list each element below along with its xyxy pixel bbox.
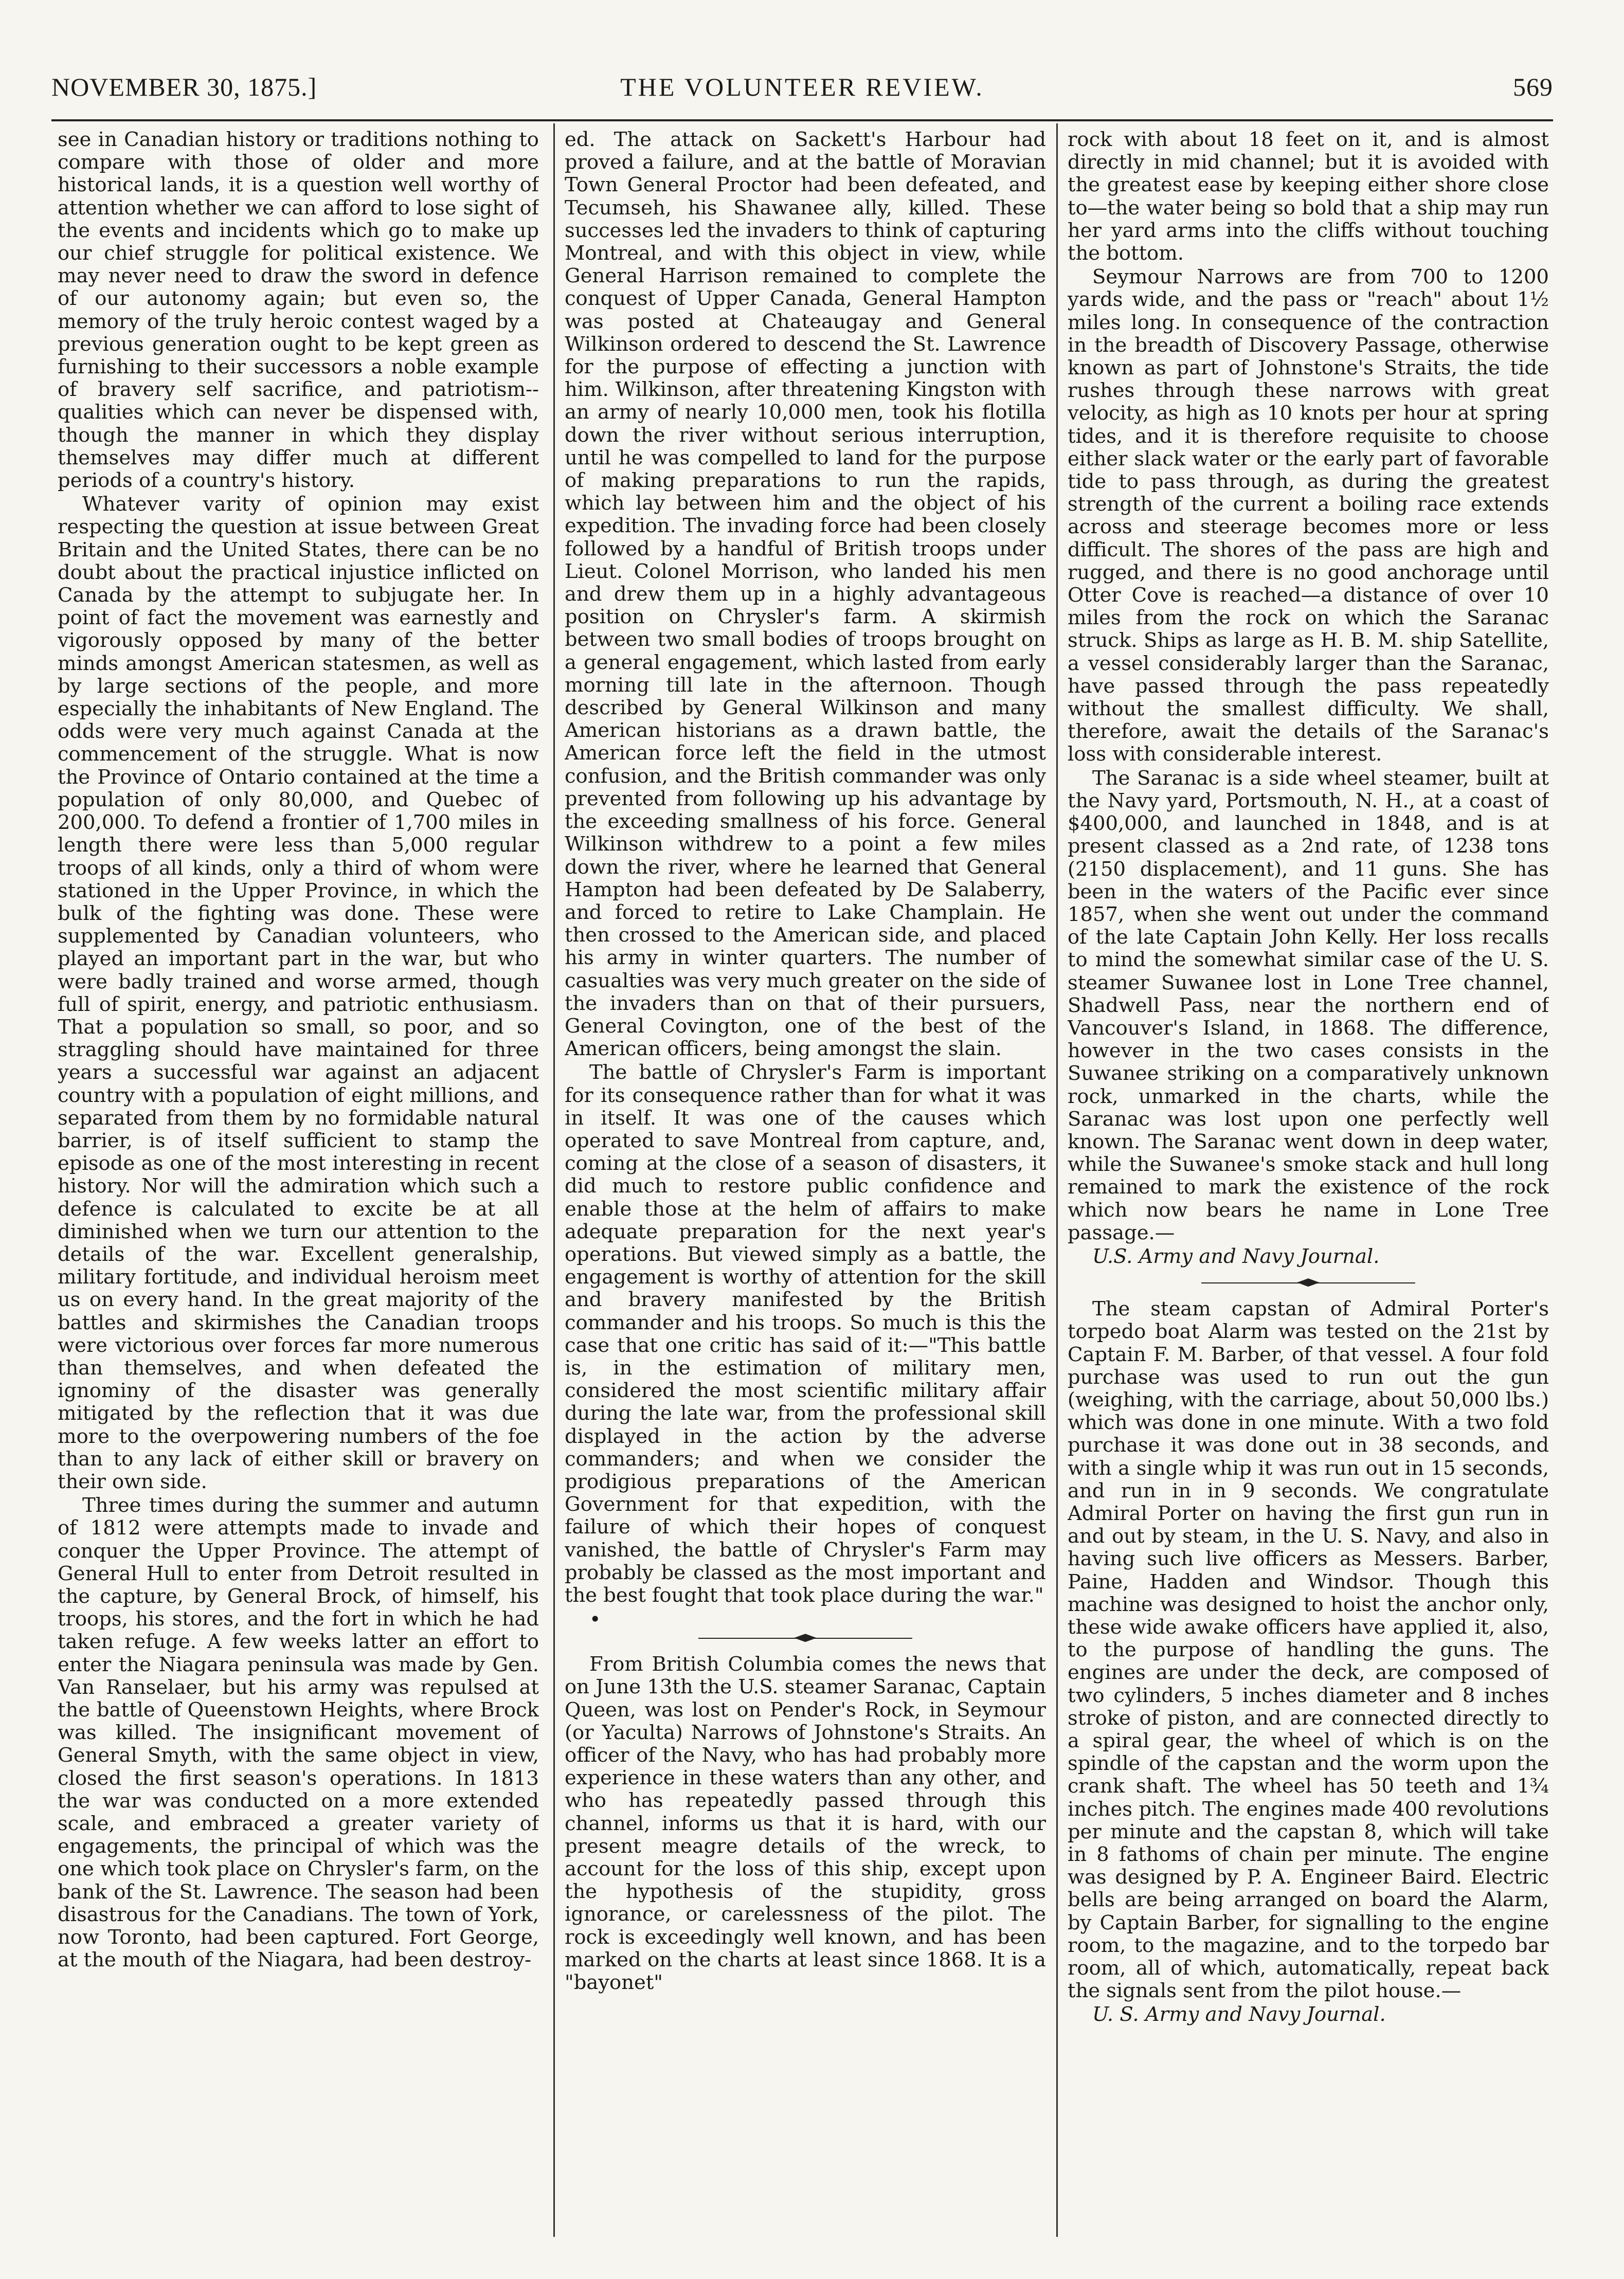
issue-date: NOVEMBER 30, 1875.]: [51, 73, 317, 101]
section-separator: [565, 1623, 1046, 1653]
article-paragraph: ed. The attack on Sackett's Harbour had proved a failure, and at the battle of Moravian Town General Proctor had been defeated, and Tecumseh, his Shawanee ally, killed. These successes led the invaders to think of capturing Montreal, and with this object in view, while General Harrison remained to complete the conquest of Upper Canada, General Hampton was posted at Chateaugay and General Wilkinson ordered to descend the St. Lawrence for the purpose of effecting a junction with him. Wilkinson, after threatening Kingston with an army of nearly 10,000 men, took his flotilla down the river without serious interruption, until he was compelled to land for the purpose of making preparations to run the rapids, which lay between him and the object of his expedition. The invading force had been closely followed by a handful of British troops under Lieut. Colonel Morrison, who landed his men and drew them up in a highly advantageous position on Chrysler's farm. A skirmish between two small bodies of troops brought on a general engagement, which lasted from early morning till late in the afternoon. Though described by General Wilkinson and many American historians as a drawn battle, the American force left the field in the utmost confusion, and the British commander was only prevented from following up his advantage by the exceeding smallness of his force. General Wilkinson withdrew to a point a few miles down the river, where he learned that General Hampton had been defeated by De Salaberry, and forced to retire to Lake Champlain. He then crossed to the American side, and placed his army in winter quarters. The number of casualties was very much greater on the side of the invaders than on that of their pursuers, General Covington, one of the best of the American officers, being amongst the slain.: [565, 129, 1046, 1061]
article-paragraph: see in Canadian history or traditions nothing to compare with those of older and more historical lands, it is a question well worthy of attention whether we can afford to lose sight of the events and incidents which go to make up our chief struggle for political existence. We may never need to draw the sword in defence of our autonomy again; but even so, the memory of the truly heroic contest waged by a previous generation ought to be kept green as furnishing to their successors a noble example of bravery self sacrifice, and patriotism--qualities which can never be dispensed with, though the manner in which they display themselves may differ much at different periods of a country's history.: [58, 129, 539, 493]
column-2: [565, 129, 1046, 2257]
column-divider-1: [553, 123, 555, 2237]
column-divider-2: [1056, 123, 1058, 2237]
column-1: [58, 129, 539, 2257]
publication-title: THE VOLUNTEER REVIEW.: [620, 73, 984, 101]
section-bullet: •: [589, 1608, 601, 1631]
article-paragraph: rock with about 18 feet on it, and is almost directly in mid channel; but it is avoided with the greatest ease by keeping either shore close to—the water being so bold that a ship may run her yard arms into the cliffs without touching the bottom.: [1068, 129, 1549, 265]
article-paragraph: From British Columbia comes the news that on June 13th the U.S. steamer Saranac, Captain Queen, was lost on Pender's Rock, in Seymour (or Yaculta) Narrows of Johnstone's Straits. An officer of the Navy, who has had probably more experience in these waters than any other, and who has repeatedly passed through this channel, informs us that it is hard, with our present meagre details of the wreck, to account for the loss of this ship, except upon the hypothesis of the stupidity, gross ignorance, or carelessness of the pilot. The rock is exceedingly well known, and has been marked on the charts at least since 1868. It is a "bayonet": [565, 1653, 1046, 1995]
article-paragraph: The Saranac is a side wheel steamer, built at the Navy yard, Portsmouth, N. H., at a coast of $400,000, and launched in 1848, and is at present classed as a 2nd rate, of 1238 tons (2150 displacement), and 11 guns. She has been in the waters of the Pacific ever since 1857, when she went out under the command of the late Captain John Kelly. Her loss recalls to mind the somewhat similar case of the U. S. steamer Suwanee lost in Lone Tree channel, Shadwell Pass, near the northern end of Vancouver's Island, in 1868. The difference, however in the two cases consists in the Suwanee striking on a comparatively unknown rock, unmarked in the charts, while the Saranac was lost upon one perfectly well known. The Saranac went down in deep water, while the Suwanee's smoke stack and hull long remained to mark the existence of the rock which now bears he name in Lone Tree passage.—: [1068, 766, 1549, 1244]
article-paragraph: The battle of Chrysler's Farm is important for its consequence rather than for what it was in itself. It was one of the causes which operated to save Montreal from capture, and, coming at the close of a season of disasters, it did much to restore public confidence and enable those at the helm of affairs to make adequate preparation for the next year's operations. But viewed simply as a battle, the engagement is worthy of attention for the skill and bravery manifested by the British commander and his troops. So much is this the case that one critic has said of it:—"This battle is, in the estimation of military men, considered the most scientific military affair during the late war, from the professional skill displayed in the action by the adverse commanders; and when we consider the prodigious preparations of the American Government for that expedition, with the failure of which their hopes of conquest vanished, the battle of Chrysler's Farm may probably be classed as the most important and the best fought that took place during the war.": [565, 1061, 1046, 1607]
article-paragraph: Seymour Narrows are from 700 to 1200 yards wide, and the pass or "reach" about 1½ miles long. In consequence of the contraction in the breadth of Discovery Passage, otherwise known as part of Johnstone's Straits, the tide rushes through these narrows with great velocity, as high as 10 knots per hour at spring tides, and it is therefore requisite to choose either slack water or the early part of favorable tide to pass through, as during the greatest strength of the current a boiling race extends across and steerage becomes more or less difficult. The shores of the pass are high and rugged, and there is no good anchorage until Otter Cove is reached—a distance of over 10 miles from the rock on which the Saranac struck. Ships as large as H. B. M. ship Satellite, a vessel considerably larger than the Saranac, have passed through the pass repeatedly without the smallest difficulty. We shall, therefore, await the details of the Saranac's loss with considerable interest.: [1068, 265, 1549, 766]
column-3: [1068, 129, 1549, 2257]
article-paragraph: Whatever varity of opinion may exist respecting the question at issue between Great Britain and the United States, there can be no doubt about the practical injustice inflicted on Canada by the attempt to subjugate her. In point of fact the movement was earnestly and vigorously opposed by many of the better minds amongst American statesmen, as well as by large sections of the people, and more especially the inhabitants of New England. The odds were very much against Canada at the commencement of the struggle. What is now the Province of Ontario contained at the time a population of only 80,000, and Quebec of 200,000. To defend a frontier of 1,700 miles in length there were less than 5,000 regular troops of all kinds, only a third of whom were stationed in the Upper Province, in which the bulk of the fighting was done. These were supplemented by Canadian volunteers, who played an important part in the war, but who were badly trained and worse armed, though full of spirit, energy, and patriotic enthusiasm. That a population so small, so poor, and so straggling should have maintained for three years a successful war against an adjacent country with a population of eight millions, and separated from them by no formidable natural barrier, is of itself sufficient to stamp the episode as one of the most interesting in recent history. Nor will the admiration which such a defence is calculated to excite be at all diminished when we turn our attention to the details of the war. Excellent generalship, military fortitude, and individual heroism meet us on every hand. In the great majority of the battles and skirmishes the Canadian troops were victorious over forces far more numerous than themselves, and when defeated the ignominy of the disaster was generally mitigated by the reflection that it was due more to the overpowering numbers of the foe than to any lack of either skill or bravery on their own side.: [58, 493, 539, 1493]
source-citation: U. S. Army and Navy Journal.: [1092, 2003, 1386, 2027]
header-rule: [51, 119, 1553, 121]
page-header: [51, 72, 1553, 108]
section-separator: [1068, 1268, 1549, 1298]
page-number: 569: [1513, 73, 1553, 101]
source-citation: U.S. Army and Navy Journal.: [1092, 1244, 1380, 1268]
article-paragraph: Three times during the summer and autumn of 1812 were attempts made to invade and conquer the Upper Province. The attempt of General Hull to enter from Detroit resulted in the capture, by General Brock, of himself, his troops, his stores, and the fort in which he had taken refuge. A few weeks latter an effort to enter the Niagara peninsula was made by Gen. Van Ranselaer, but his army was repulsed at the battle of Queenstown Heights, where Brock was killed. The insignificant movement of General Smyth, with the same object in view, closed the first season's operations. In 1813 the war was conducted on a more extended scale, and embraced a greater variety of engagements, the principal of which was the one which took place on Chrysler's farm, on the bank of the St. Lawrence. The season had been disastrous for the Canadians. The town of York, now Toronto, had been captured. Fort George, at the mouth of the Niagara, had been destroy-: [58, 1494, 539, 1972]
article-paragraph: The steam capstan of Admiral Porter's torpedo boat Alarm was tested on the 21st by Captain F. M. Barber, of that vessel. A four fold purchase was used to run out the gun (weighing, with the carriage, about 50,000 lbs.) which was done in one minute. With a two fold purchase it was done out in 38 seconds, and with a single whip it was run out in 15 seconds, and run in in 9 seconds. We congratulate Admiral Porter on having the first gun run in and out by steam, in the U. S. Navy, and also in having such live officers as Messers. Barber, Paine, Hadden and Windsor. Though this machine was designed to hoist the anchor only, these wide awake officers have applied it, also, to the purpose of handling the guns. The engines are under the deck, are composed of two cylinders, 5 inches diameter and 8 inches stroke of piston, and are connected directly to a spiral gear, the wheel of which is on the spindle of the capstan and the worm upon the crank shaft. The wheel has 50 teeth and 1¾ inches pitch. The engines made 400 revolutions per minute and the capstan 8, which will take in 8 fathoms of chain per minute. The engine was designed by P. A. Engineer Baird. Electric bells are being arranged on board the Alarm, by Captain Barber, for signalling to the engine room, to the magazine, and to the torpedo bar room, all of which, automatically, repeat back the signals sent from the pilot house.—: [1068, 1297, 1549, 2003]
